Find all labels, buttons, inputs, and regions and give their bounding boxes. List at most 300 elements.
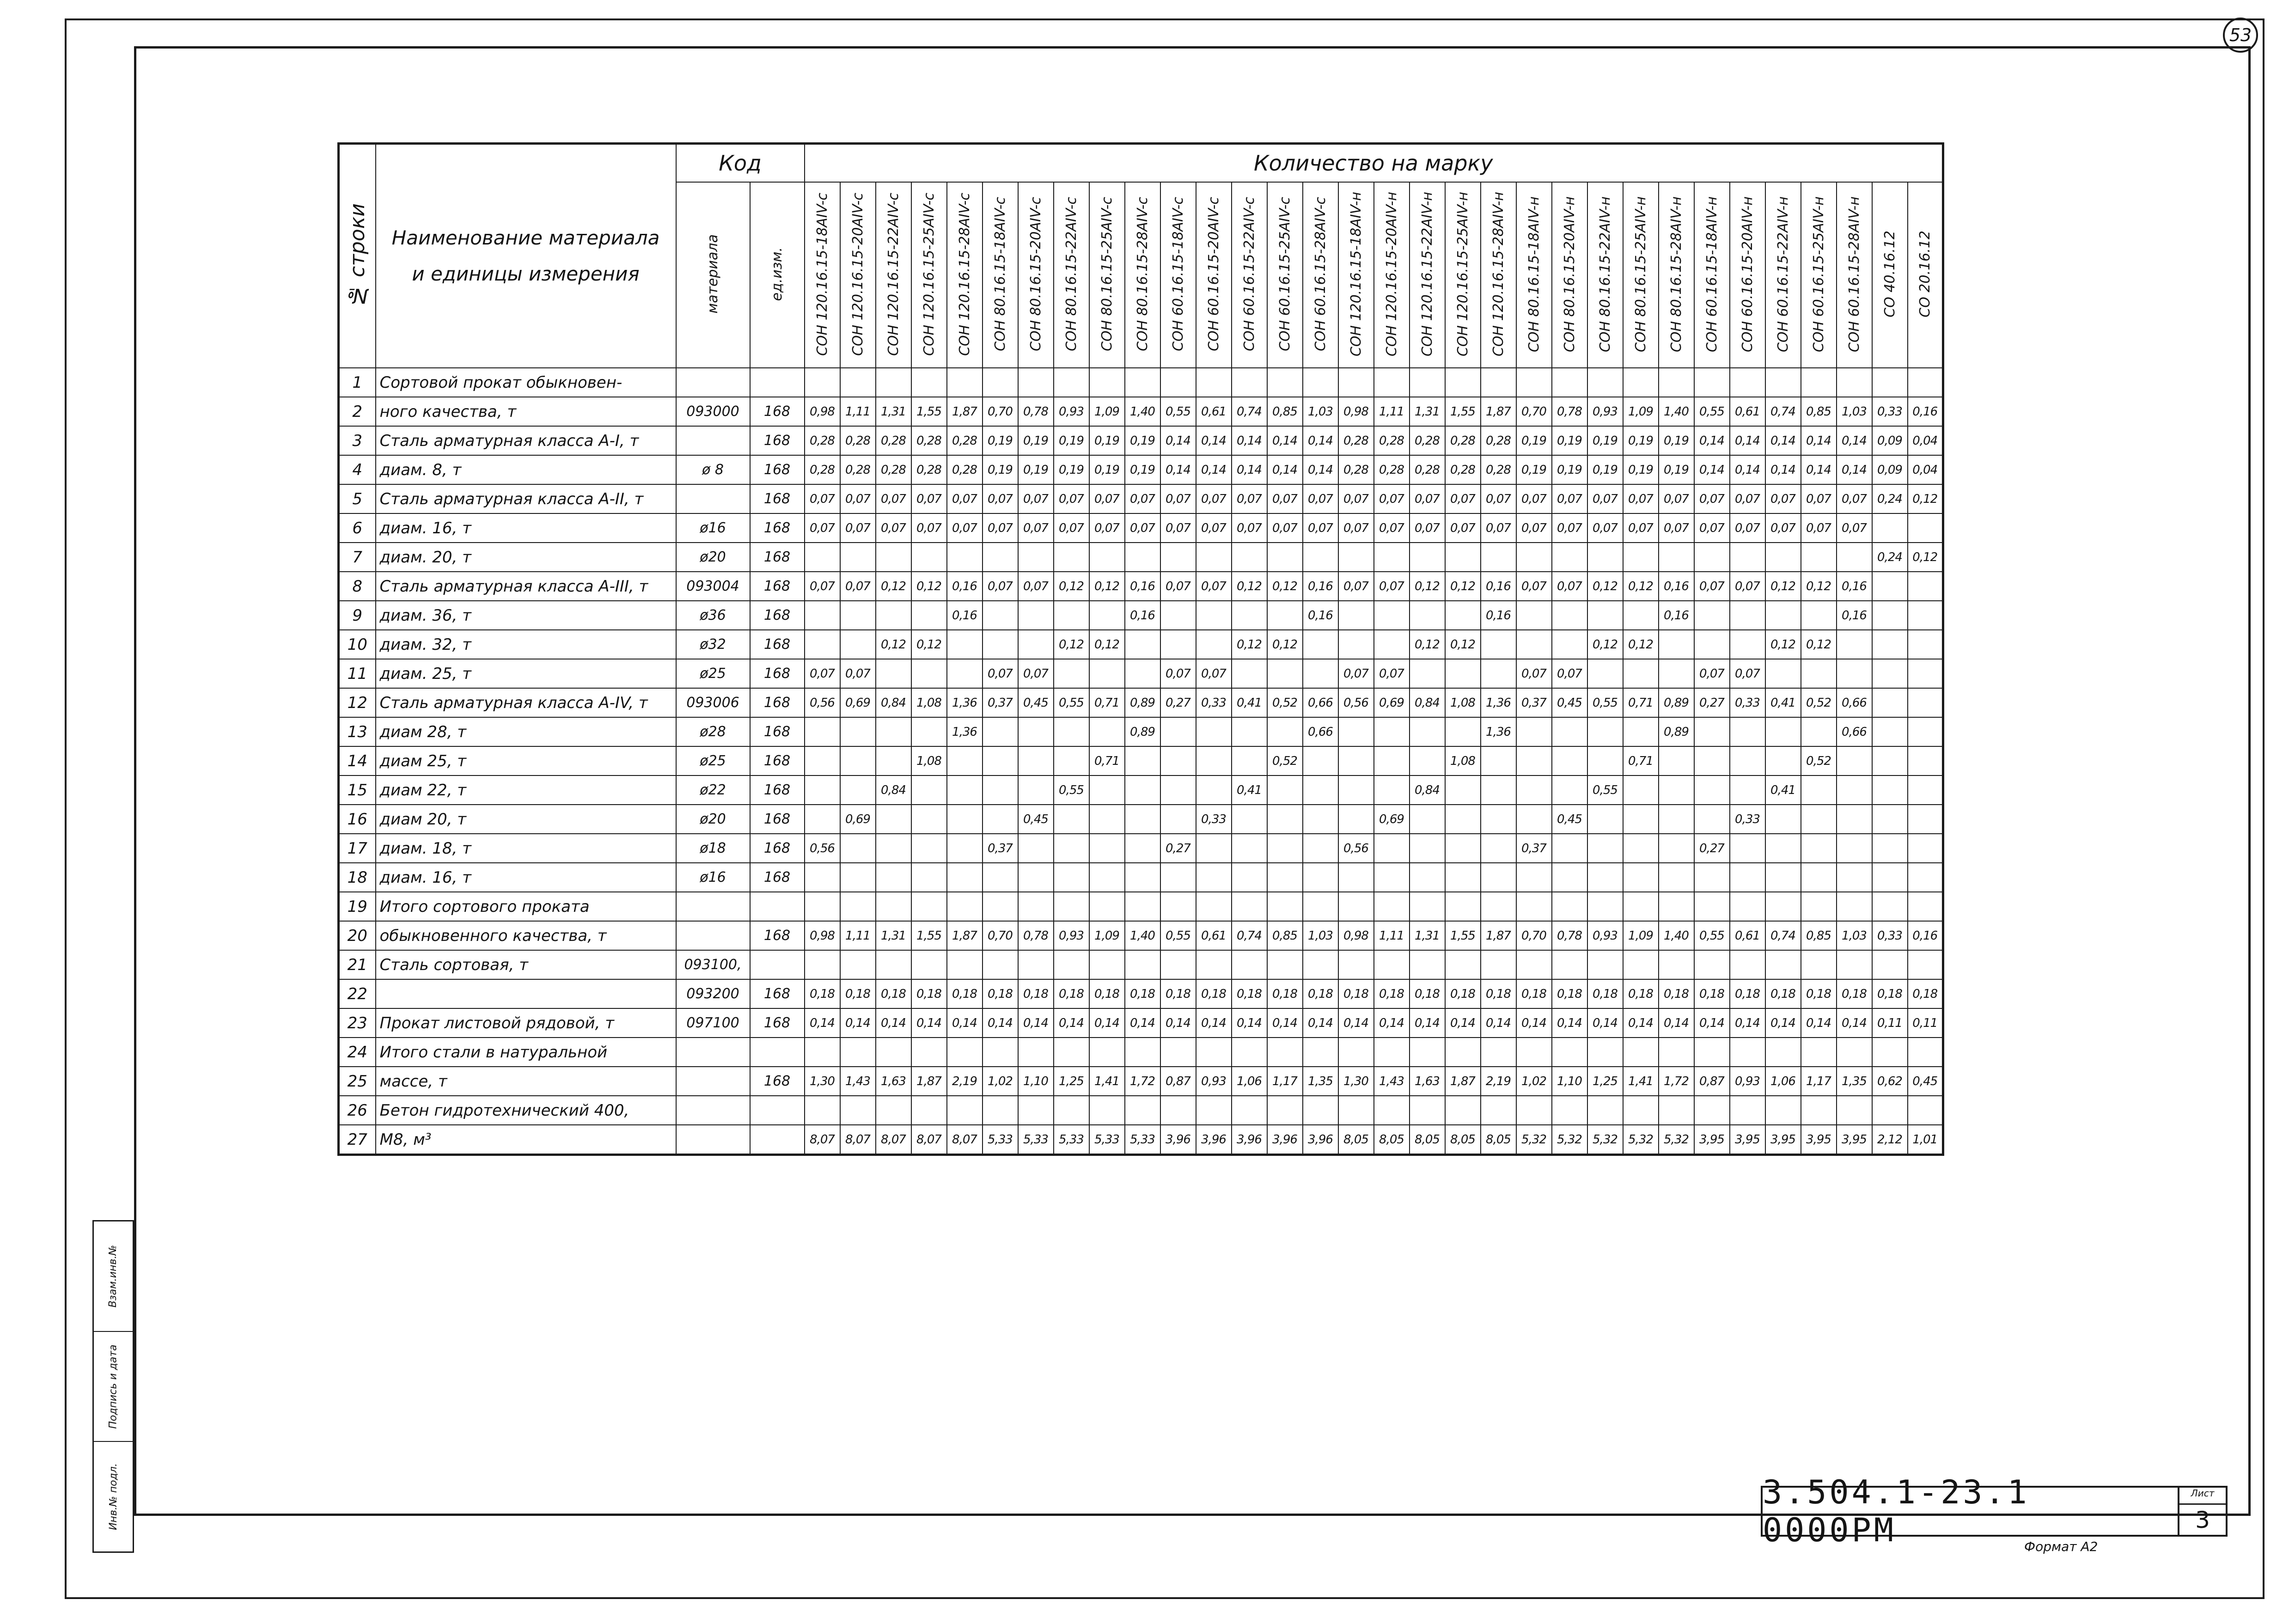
quantity-cell: 0,78 — [1552, 921, 1587, 950]
quantity-cell — [805, 1096, 840, 1125]
quantity-cell: 0,07 — [1018, 659, 1054, 688]
quantity-cell — [911, 1096, 947, 1125]
quantity-cell — [1267, 1038, 1303, 1067]
quantity-cell — [1481, 659, 1516, 688]
quantity-cell: 0,18 — [1587, 979, 1623, 1008]
table-row — [339, 513, 1943, 543]
quantity-cell: 0,52 — [1267, 746, 1303, 775]
grade-header: СОН 120.16.15-22АIV-с — [876, 182, 911, 368]
quantity-cell — [1232, 1038, 1267, 1067]
quantity-cell — [1160, 601, 1196, 630]
quantity-cell: 0,14 — [1089, 1008, 1125, 1038]
quantity-cell: 0,66 — [1837, 688, 1872, 717]
quantity-cell — [1730, 543, 1765, 572]
quantity-cell: 1,30 — [805, 1067, 840, 1096]
quantity-cell — [1089, 717, 1125, 746]
quantity-cell: 1,43 — [840, 1067, 876, 1096]
quantity-cell — [947, 805, 983, 834]
quantity-cell — [1267, 1096, 1303, 1125]
quantity-cell: 0,93 — [1587, 921, 1623, 950]
quantity-cell — [1659, 1038, 1694, 1067]
quantity-cell — [805, 368, 840, 397]
quantity-cell: 0,12 — [1089, 630, 1125, 659]
quantity-cell — [1552, 950, 1587, 979]
quantity-cell — [840, 717, 876, 746]
quantity-cell: 0,14 — [1801, 426, 1837, 455]
quantity-cell: 0,14 — [1018, 1008, 1054, 1038]
quantity-cell — [1552, 1038, 1587, 1067]
quantity-cell: 1,11 — [1374, 397, 1410, 426]
quantity-cell: 0,18 — [1267, 979, 1303, 1008]
quantity-cell: 0,12 — [1801, 630, 1837, 659]
unit-code-cell — [750, 368, 805, 397]
quantity-cell: 0,16 — [1125, 601, 1160, 630]
quantity-cell — [1232, 543, 1267, 572]
quantity-cell — [1232, 1096, 1267, 1125]
quantity-cell — [947, 659, 983, 688]
quantity-cell — [1303, 892, 1338, 921]
quantity-cell — [840, 1038, 876, 1067]
sheet-circle-number: 53 — [2223, 18, 2258, 53]
quantity-cell: 0,70 — [1516, 397, 1552, 426]
quantity-cell: 1,41 — [1089, 1067, 1125, 1096]
quantity-cell: 0,12 — [1410, 630, 1445, 659]
quantity-cell: 5,33 — [983, 1125, 1018, 1155]
quantity-cell — [1089, 368, 1125, 397]
quantity-cell — [911, 1038, 947, 1067]
quantity-cell: 0,27 — [1694, 688, 1730, 717]
quantity-cell: 0,07 — [1267, 484, 1303, 513]
quantity-cell — [1018, 892, 1054, 921]
table-row — [339, 863, 1943, 892]
quantity-cell — [1125, 892, 1160, 921]
quantity-cell — [983, 805, 1018, 834]
table-row — [339, 455, 1943, 484]
quantity-cell: 0,19 — [1516, 455, 1552, 484]
quantity-cell — [1196, 775, 1232, 805]
material-code-cell — [676, 921, 750, 950]
quantity-cell — [1694, 717, 1730, 746]
quantity-cell — [1765, 834, 1801, 863]
grade-header: СОН 80.16.15-22АIV-с — [1054, 182, 1089, 368]
quantity-cell: 0,84 — [1410, 775, 1445, 805]
material-name-cell: диам. 36, т — [376, 601, 676, 630]
quantity-cell: 0,69 — [840, 688, 876, 717]
unit-code-cell — [750, 1038, 805, 1067]
quantity-cell: 0,78 — [1552, 397, 1587, 426]
quantity-cell: 0,28 — [840, 455, 876, 484]
material-name-cell: Сталь арматурная класса А-II, т — [376, 484, 676, 513]
quantity-cell — [983, 892, 1018, 921]
quantity-cell: 0,18 — [1552, 979, 1587, 1008]
quantity-cell: 0,28 — [876, 426, 911, 455]
quantity-cell — [1232, 950, 1267, 979]
quantity-cell — [1338, 543, 1374, 572]
quantity-cell: 3,96 — [1267, 1125, 1303, 1155]
quantity-cell: 0,18 — [1623, 979, 1659, 1008]
quantity-cell: 1,87 — [947, 397, 983, 426]
quantity-cell — [1054, 834, 1089, 863]
quantity-cell — [1908, 950, 1943, 979]
quantity-cell: 1,01 — [1908, 1125, 1943, 1155]
quantity-cell: 1,36 — [1481, 717, 1516, 746]
quantity-cell: 0,18 — [1694, 979, 1730, 1008]
quantity-cell: 0,19 — [1552, 455, 1587, 484]
quantity-cell: 0,14 — [1196, 426, 1232, 455]
quantity-cell: 0,07 — [983, 484, 1018, 513]
quantity-cell — [1837, 863, 1872, 892]
quantity-cell: 0,07 — [1160, 513, 1196, 543]
quantity-cell: 1,36 — [1481, 688, 1516, 717]
quantity-cell: 1,06 — [1765, 1067, 1801, 1096]
quantity-cell — [1267, 892, 1303, 921]
unit-code-cell: 168 — [750, 746, 805, 775]
quantity-cell — [1196, 717, 1232, 746]
quantity-cell: 8,05 — [1338, 1125, 1374, 1155]
quantity-cell — [1338, 1096, 1374, 1125]
quantity-cell — [983, 543, 1018, 572]
quantity-cell — [911, 805, 947, 834]
row-number-cell: 22 — [339, 979, 376, 1008]
quantity-cell — [1730, 1096, 1765, 1125]
row-number-cell: 9 — [339, 601, 376, 630]
material-code-cell — [676, 1125, 750, 1155]
quantity-cell: 8,07 — [911, 1125, 947, 1155]
quantity-cell: 0,85 — [1267, 921, 1303, 950]
quantity-cell — [1801, 892, 1837, 921]
quantity-cell — [1730, 746, 1765, 775]
quantity-cell — [1054, 601, 1089, 630]
quantity-cell — [1516, 1096, 1552, 1125]
unit-code-cell: 168 — [750, 834, 805, 863]
material-code-cell: 093004 — [676, 572, 750, 601]
quantity-cell — [1872, 368, 1908, 397]
quantity-cell: 3,95 — [1837, 1125, 1872, 1155]
quantity-cell — [983, 746, 1018, 775]
quantity-cell — [1374, 717, 1410, 746]
quantity-cell: 0,18 — [1018, 979, 1054, 1008]
quantity-cell: 0,18 — [1908, 979, 1943, 1008]
quantity-cell: 0,16 — [947, 572, 983, 601]
quantity-cell — [1160, 1096, 1196, 1125]
quantity-cell — [1659, 834, 1694, 863]
quantity-cell: 0,07 — [947, 513, 983, 543]
quantity-cell — [1410, 601, 1445, 630]
quantity-cell — [1374, 834, 1410, 863]
material-code-cell: 093200 — [676, 979, 750, 1008]
quantity-cell — [1765, 950, 1801, 979]
quantity-cell — [947, 1096, 983, 1125]
quantity-cell — [876, 950, 911, 979]
quantity-cell: 0,19 — [1054, 426, 1089, 455]
quantity-cell — [1765, 892, 1801, 921]
unit-code-cell — [750, 950, 805, 979]
quantity-cell — [1018, 863, 1054, 892]
quantity-cell — [1054, 1096, 1089, 1125]
quantity-cell — [1837, 630, 1872, 659]
quantity-cell: 0,07 — [1552, 513, 1587, 543]
quantity-cell: 0,07 — [1410, 513, 1445, 543]
quantity-cell: 1,25 — [1054, 1067, 1089, 1096]
quantity-cell — [805, 892, 840, 921]
quantity-cell: 0,07 — [1552, 484, 1587, 513]
quantity-cell — [983, 950, 1018, 979]
quantity-cell — [1623, 717, 1659, 746]
quantity-cell: 0,74 — [1232, 397, 1267, 426]
quantity-cell: 0,18 — [1765, 979, 1801, 1008]
quantity-cell — [911, 834, 947, 863]
quantity-cell — [1445, 368, 1481, 397]
quantity-cell: 1,09 — [1089, 921, 1125, 950]
quantity-cell — [1765, 1096, 1801, 1125]
grade-header: СОН 60.16.15-28АIV-с — [1303, 182, 1338, 368]
quantity-cell — [1481, 746, 1516, 775]
quantity-cell: 1,40 — [1659, 397, 1694, 426]
material-code-cell: ø 8 — [676, 455, 750, 484]
grade-header: СОН 60.16.15-18АIV-н — [1694, 182, 1730, 368]
quantity-cell: 0,14 — [1837, 1008, 1872, 1038]
quantity-cell: 0,56 — [1338, 688, 1374, 717]
quantity-cell — [1232, 659, 1267, 688]
quantity-cell — [1908, 863, 1943, 892]
grade-header: СОН 80.16.15-25АIV-с — [1089, 182, 1125, 368]
quantity-cell: 0,18 — [1232, 979, 1267, 1008]
row-number-cell: 14 — [339, 746, 376, 775]
quantity-cell: 0,41 — [1765, 775, 1801, 805]
grade-header: СОН 80.16.15-22АIV-н — [1587, 182, 1623, 368]
quantity-cell: 0,07 — [1018, 484, 1054, 513]
quantity-cell: 0,19 — [1125, 426, 1160, 455]
quantity-cell — [983, 1096, 1018, 1125]
table-row — [339, 834, 1943, 863]
quantity-cell: 0,66 — [1303, 717, 1338, 746]
quantity-cell — [1196, 1038, 1232, 1067]
quantity-cell: 0,27 — [1160, 834, 1196, 863]
table-row — [339, 1067, 1943, 1096]
quantity-cell: 0,16 — [1659, 572, 1694, 601]
quantity-cell: 0,14 — [1837, 455, 1872, 484]
quantity-cell: 1,72 — [1659, 1067, 1694, 1096]
quantity-cell — [1018, 601, 1054, 630]
quantity-cell — [1410, 834, 1445, 863]
material-code-cell — [676, 368, 750, 397]
quantity-cell — [876, 543, 911, 572]
quantity-cell: 0,07 — [1837, 513, 1872, 543]
quantity-cell: 0,37 — [1516, 688, 1552, 717]
quantity-cell — [1694, 630, 1730, 659]
table-row — [339, 368, 1943, 397]
quantity-cell: 0,19 — [1623, 426, 1659, 455]
quantity-cell: 0,14 — [876, 1008, 911, 1038]
material-name-cell: Сталь арматурная класса А-IV, т — [376, 688, 676, 717]
quantity-cell: 0,74 — [1232, 921, 1267, 950]
grade-header: СОН 120.16.15-22АIV-н — [1410, 182, 1445, 368]
quantity-cell: 0,16 — [1125, 572, 1160, 601]
quantity-cell — [1374, 775, 1410, 805]
quantity-cell: 0,14 — [1587, 1008, 1623, 1038]
quantity-cell — [1125, 368, 1160, 397]
quantity-cell — [1196, 892, 1232, 921]
quantity-cell — [1552, 601, 1587, 630]
quantity-cell — [1659, 775, 1694, 805]
quantity-cell: 5,32 — [1587, 1125, 1623, 1155]
quantity-cell — [1054, 1038, 1089, 1067]
quantity-cell: 0,07 — [1054, 513, 1089, 543]
quantity-cell: 0,14 — [1303, 1008, 1338, 1038]
quantity-cell — [1196, 1096, 1232, 1125]
quantity-cell — [1908, 688, 1943, 717]
quantity-cell: 0,07 — [1018, 572, 1054, 601]
quantity-cell: 5,32 — [1623, 1125, 1659, 1155]
quantity-cell — [1587, 892, 1623, 921]
quantity-cell: 1,40 — [1125, 921, 1160, 950]
quantity-cell: 0,12 — [1765, 630, 1801, 659]
table-row — [339, 601, 1943, 630]
quantity-cell: 0,07 — [1552, 572, 1587, 601]
grade-header: СО 20.16.12 — [1908, 182, 1943, 368]
quantity-cell: 0,07 — [1659, 484, 1694, 513]
quantity-cell: 1,11 — [1374, 921, 1410, 950]
material-code-cell: ø16 — [676, 863, 750, 892]
quantity-cell: 0,07 — [840, 513, 876, 543]
quantity-cell: 0,14 — [1623, 1008, 1659, 1038]
quantity-cell: 0,07 — [1338, 484, 1374, 513]
row-number-cell: 13 — [339, 717, 376, 746]
quantity-cell: 0,07 — [1338, 659, 1374, 688]
quantity-cell: 0,52 — [1267, 688, 1303, 717]
quantity-cell — [1054, 805, 1089, 834]
sheet-number: 3 — [2195, 1506, 2210, 1533]
quantity-cell — [1730, 717, 1765, 746]
material-code-cell: 097100 — [676, 1008, 750, 1038]
quantity-cell: 0,07 — [947, 484, 983, 513]
grade-header: СОН 80.16.15-20АIV-с — [1018, 182, 1054, 368]
quantity-cell: 0,93 — [1196, 1067, 1232, 1096]
unit-code-cell: 168 — [750, 426, 805, 455]
quantity-cell: 0,70 — [1516, 921, 1552, 950]
quantity-cell — [947, 630, 983, 659]
quantity-cell — [1908, 805, 1943, 834]
table-row — [339, 1096, 1943, 1125]
quantity-cell — [1018, 950, 1054, 979]
quantity-cell — [1694, 805, 1730, 834]
quantity-cell: 0,07 — [805, 572, 840, 601]
quantity-cell: 0,07 — [1374, 572, 1410, 601]
quantity-cell: 0,18 — [1410, 979, 1445, 1008]
quantity-cell: 0,07 — [1374, 513, 1410, 543]
quantity-cell: 1,87 — [1481, 921, 1516, 950]
quantity-cell — [1125, 863, 1160, 892]
quantity-cell: 1,31 — [876, 397, 911, 426]
quantity-cell — [1516, 368, 1552, 397]
quantity-cell: 0,07 — [1552, 659, 1587, 688]
quantity-cell: 0,19 — [1587, 426, 1623, 455]
quantity-cell — [1481, 775, 1516, 805]
quantity-cell — [1303, 543, 1338, 572]
quantity-cell: 0,18 — [876, 979, 911, 1008]
quantity-cell: 0,19 — [1552, 426, 1587, 455]
row-number-cell: 11 — [339, 659, 376, 688]
quantity-cell: 0,89 — [1659, 688, 1694, 717]
grade-header: СОН 60.16.15-25АIV-н — [1801, 182, 1837, 368]
quantity-cell: 0,41 — [1232, 688, 1267, 717]
quantity-cell — [1694, 543, 1730, 572]
quantity-cell: 0,14 — [1410, 1008, 1445, 1038]
quantity-cell: 3,96 — [1303, 1125, 1338, 1155]
quantity-cell: 3,95 — [1694, 1125, 1730, 1155]
quantity-cell — [1765, 368, 1801, 397]
quantity-cell — [1018, 834, 1054, 863]
quantity-cell: 0,98 — [805, 921, 840, 950]
quantity-cell: 0,69 — [1374, 805, 1410, 834]
material-name-cell: Прокат листовой рядовой, т — [376, 1008, 676, 1038]
quantity-cell: 0,07 — [1659, 513, 1694, 543]
quantity-cell: 1,03 — [1837, 397, 1872, 426]
quantity-cell — [1374, 543, 1410, 572]
quantity-cell — [1125, 834, 1160, 863]
quantity-cell — [1516, 717, 1552, 746]
quantity-cell: 0,14 — [1765, 1008, 1801, 1038]
quantity-cell: 0,18 — [911, 979, 947, 1008]
quantity-cell: 1,87 — [1481, 397, 1516, 426]
quantity-cell — [1837, 1038, 1872, 1067]
quantity-cell — [1445, 543, 1481, 572]
quantity-cell — [1338, 775, 1374, 805]
quantity-cell: 0,18 — [1837, 979, 1872, 1008]
grade-header: СОН 120.16.15-25АIV-н — [1445, 182, 1481, 368]
quantity-cell — [1659, 368, 1694, 397]
row-number-cell: 26 — [339, 1096, 376, 1125]
quantity-cell: 0,07 — [1303, 513, 1338, 543]
quantity-cell — [1730, 601, 1765, 630]
quantity-cell — [1659, 543, 1694, 572]
table-row — [339, 426, 1943, 455]
quantity-cell: 0,07 — [911, 513, 947, 543]
quantity-cell: 0,07 — [840, 484, 876, 513]
quantity-cell: 0,12 — [1410, 572, 1445, 601]
quantity-cell — [1160, 863, 1196, 892]
quantity-cell — [1908, 834, 1943, 863]
quantity-cell: 0,07 — [1160, 572, 1196, 601]
quantity-cell — [1659, 892, 1694, 921]
quantity-cell: 1,25 — [1587, 1067, 1623, 1096]
quantity-cell — [1303, 368, 1338, 397]
quantity-cell — [1160, 630, 1196, 659]
quantity-cell — [1018, 1096, 1054, 1125]
quantity-cell — [983, 717, 1018, 746]
quantity-cell — [840, 950, 876, 979]
quantity-cell: 0,14 — [1303, 426, 1338, 455]
quantity-cell: 0,28 — [1481, 426, 1516, 455]
quantity-cell: 0,18 — [1338, 979, 1374, 1008]
quantity-cell — [1516, 1038, 1552, 1067]
quantity-cell — [1018, 746, 1054, 775]
quantity-cell: 0,14 — [1552, 1008, 1587, 1038]
quantity-cell — [1125, 659, 1160, 688]
grade-header: СОН 60.16.15-22АIV-с — [1232, 182, 1267, 368]
quantity-cell: 0,19 — [1018, 455, 1054, 484]
quantity-cell: 0,14 — [840, 1008, 876, 1038]
quantity-cell — [1267, 659, 1303, 688]
quantity-cell: 0,07 — [876, 484, 911, 513]
quantity-cell: 0,93 — [1054, 921, 1089, 950]
material-code-cell — [676, 1067, 750, 1096]
material-name-cell: диам 28, т — [376, 717, 676, 746]
material-code-cell: 093006 — [676, 688, 750, 717]
quantity-cell: 1,36 — [947, 688, 983, 717]
quantity-cell — [1765, 805, 1801, 834]
quantity-cell: 0,16 — [1481, 601, 1516, 630]
